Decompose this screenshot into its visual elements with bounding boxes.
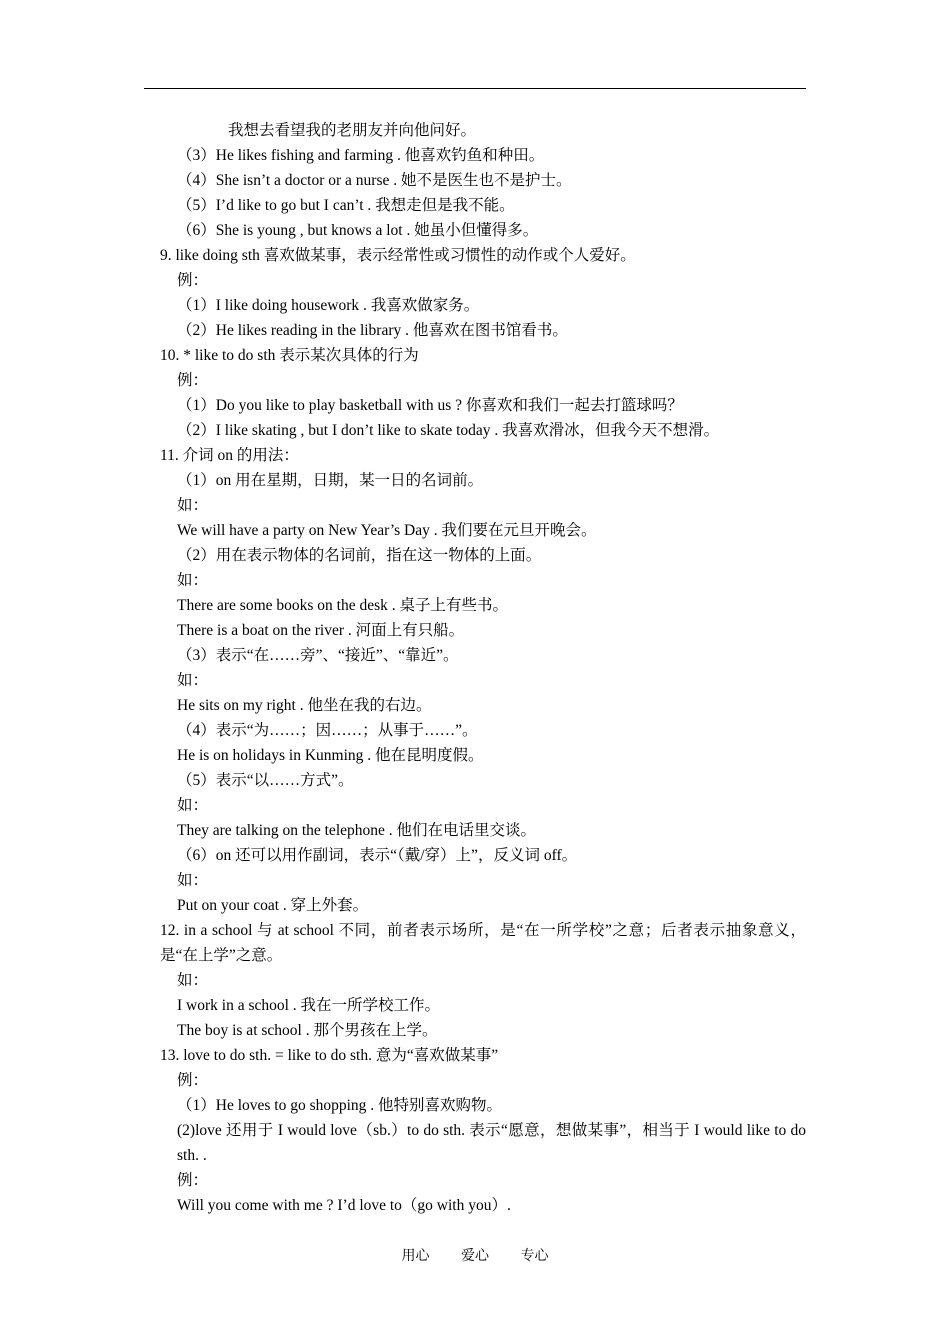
text-line: 13. love to do sth. = like to do sth. 意为“喜欢做某事” (160, 1047, 499, 1064)
text-line: （3）He likes fishing and farming . 他喜欢钓鱼和种田。 (177, 147, 545, 164)
text-line: 例： (177, 272, 209, 289)
text-line: （2）I like skating , but I don’t like to skate today . 我喜欢滑冰，但我今天不想滑。 (177, 422, 720, 439)
text-line: （6）She is young , but knows a lot . 她虽小但懂得多。 (177, 222, 539, 239)
text-line: （5）I’d like to go but I can’t . 我想走但是我不能。 (177, 197, 515, 214)
document-body (144, 118, 806, 1218)
text-line: （3）表示“在……旁”、“接近”、“靠近”。 (177, 647, 459, 664)
text-line: （5）表示“以……方式”。 (177, 772, 354, 789)
text-line: 例： (177, 1072, 209, 1089)
text-line: 如： (177, 872, 209, 889)
text-line: 如： (177, 797, 209, 814)
text-line: （1）He loves to go shopping . 他特别喜欢购物。 (177, 1097, 503, 1114)
text-line: Put on your coat . 穿上外套。 (177, 897, 369, 914)
page-footer (0, 1247, 950, 1267)
text-line: There are some books on the desk . 桌子上有些书。 (177, 597, 509, 614)
text-line: 我想去看望我的老朋友并向他问好。 (228, 122, 477, 139)
footer-item: 爱心 (461, 1249, 489, 1264)
text-line: Will you come with me ? I’d love to（go with you）. (177, 1197, 511, 1214)
footer-item: 专心 (520, 1249, 549, 1264)
text-line: （1）I like doing housework . 我喜欢做家务。 (177, 297, 480, 314)
text-line: （1）on 用在星期，日期，某一日的名词前。 (177, 472, 484, 489)
text-line: （2）He likes reading in the library . 他喜欢在图书馆看书。 (177, 322, 568, 339)
text-line: They are talking on the telephone . 他们在电话里交谈。 (177, 822, 537, 839)
footer-item: 用心 (401, 1249, 430, 1264)
text-line: 例： (177, 372, 209, 389)
text-line: （6）on 还可以用作副词，表示“（戴/穿）上”，反义词 off。 (177, 847, 578, 864)
text-line: 例： (177, 1172, 209, 1189)
text-line: （4）表示“为……；因……；从事于……”。 (177, 722, 478, 739)
text-line: 如： (177, 497, 209, 514)
text-line: （1）Do you like to play basketball with us ? 你喜欢和我们一起去打篮球吗？ (177, 397, 683, 414)
text-line: （2）用在表示物体的名词前，指在这一物体的上面。 (177, 547, 542, 564)
text-line: 11. 介词 on 的用法： (160, 447, 299, 464)
text-line: He is on holidays in Kunming . 他在昆明度假。 (177, 747, 484, 764)
text-line: 如： (177, 572, 209, 589)
text-line: 9. like doing sth 喜欢做某事，表示经常性或习惯性的动作或个人爱好。 (160, 247, 636, 264)
text-line: I work in a school . 我在一所学校工作。 (177, 997, 441, 1014)
text-line: 12. in a school 与 at school 不同，前者表示场所，是“在一所学校”之意；后者表示抽象意义，是“在上学”之意。 (160, 922, 806, 964)
text-line: 如： (177, 672, 209, 689)
text-line: 如： (177, 972, 209, 989)
text-line: We will have a party on New Year’s Day . 我们要在元旦开晚会。 (177, 522, 597, 539)
text-line: The boy is at school . 那个男孩在上学。 (177, 1022, 438, 1039)
text-line: (2)love 还用于 I would love（sb.）to do sth. 表示“愿意，想做某事”，相当于 I would like to do sth. . (177, 1122, 806, 1164)
text-line: （4）She isn’t a doctor or a nurse . 她不是医生也不是护士。 (177, 172, 572, 189)
text-line: He sits on my right . 他坐在我的右边。 (177, 697, 432, 714)
text-line: 10. * like to do sth 表示某次具体的行为 (160, 347, 419, 364)
text-line: There is a boat on the river . 河面上有只船。 (177, 622, 465, 639)
header-rule (144, 88, 806, 89)
